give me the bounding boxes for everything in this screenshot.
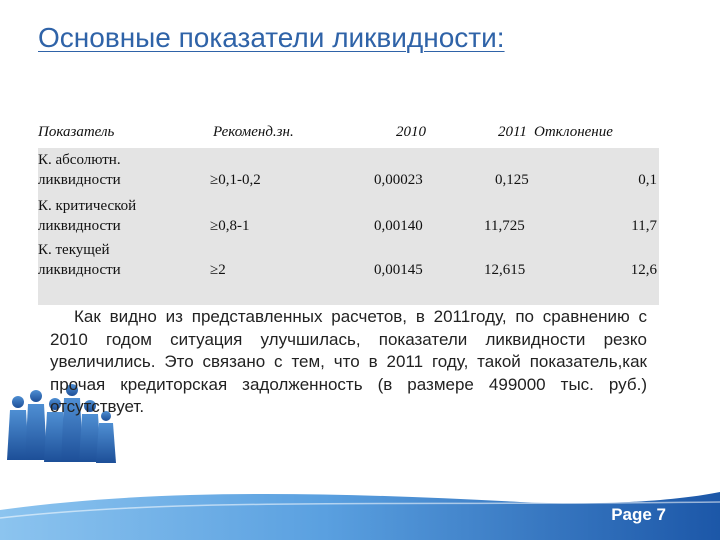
table-header-row <box>38 124 659 146</box>
row-name-line1: К. критической <box>38 198 137 214</box>
row-deviation: 0,1 <box>638 172 657 188</box>
conclusion-paragraph: Как видно из представленных расчетов, в 2011году, по сравнению с 2010 годом ситуация улучшилась, показатели ликвидности резко увеличились. Это связано с тем, что в 2011 году, такой показатель,как прочая кредиторская задолженность (в размере 499000 тыс. руб.) отсутствует. <box>50 307 647 416</box>
page-number: Page 7 <box>611 505 666 524</box>
row-name-line2: ликвидности <box>38 262 121 278</box>
row-name-line1: К. абсолютн. <box>38 152 121 168</box>
row-name-line2: ликвидности <box>38 172 121 188</box>
row-2011: 11,725 <box>484 218 525 234</box>
row-indicator-name <box>38 150 208 190</box>
row-indicator-name <box>38 196 208 236</box>
slide-title: Основные показатели ликвидности: <box>38 22 505 53</box>
header-deviation: Отклонение <box>534 124 613 140</box>
row-recommended: ≥0,1-0,2 <box>210 172 261 188</box>
row-2011: 0,125 <box>495 172 529 188</box>
row-indicator-name <box>38 240 208 280</box>
row-name-line2: ликвидности <box>38 218 121 234</box>
row-2010: 0,00145 <box>374 262 423 278</box>
row-2010: 0,00140 <box>374 218 423 234</box>
row-2011: 12,615 <box>484 262 526 278</box>
row-2010: 0,00023 <box>374 172 423 188</box>
header-2010: 2010 <box>396 124 426 140</box>
header-recommended: Рекоменд.зн. <box>213 124 294 140</box>
row-recommended: ≥0,8-1 <box>210 218 250 234</box>
row-name-line1: К. текущей <box>38 242 110 258</box>
row-deviation: 11,7 <box>631 218 657 234</box>
row-deviation: 12,6 <box>630 262 657 278</box>
row-recommended: ≥2 <box>210 262 226 278</box>
header-indicator: Показатель <box>38 124 115 140</box>
header-2011: 2011 <box>498 124 527 140</box>
